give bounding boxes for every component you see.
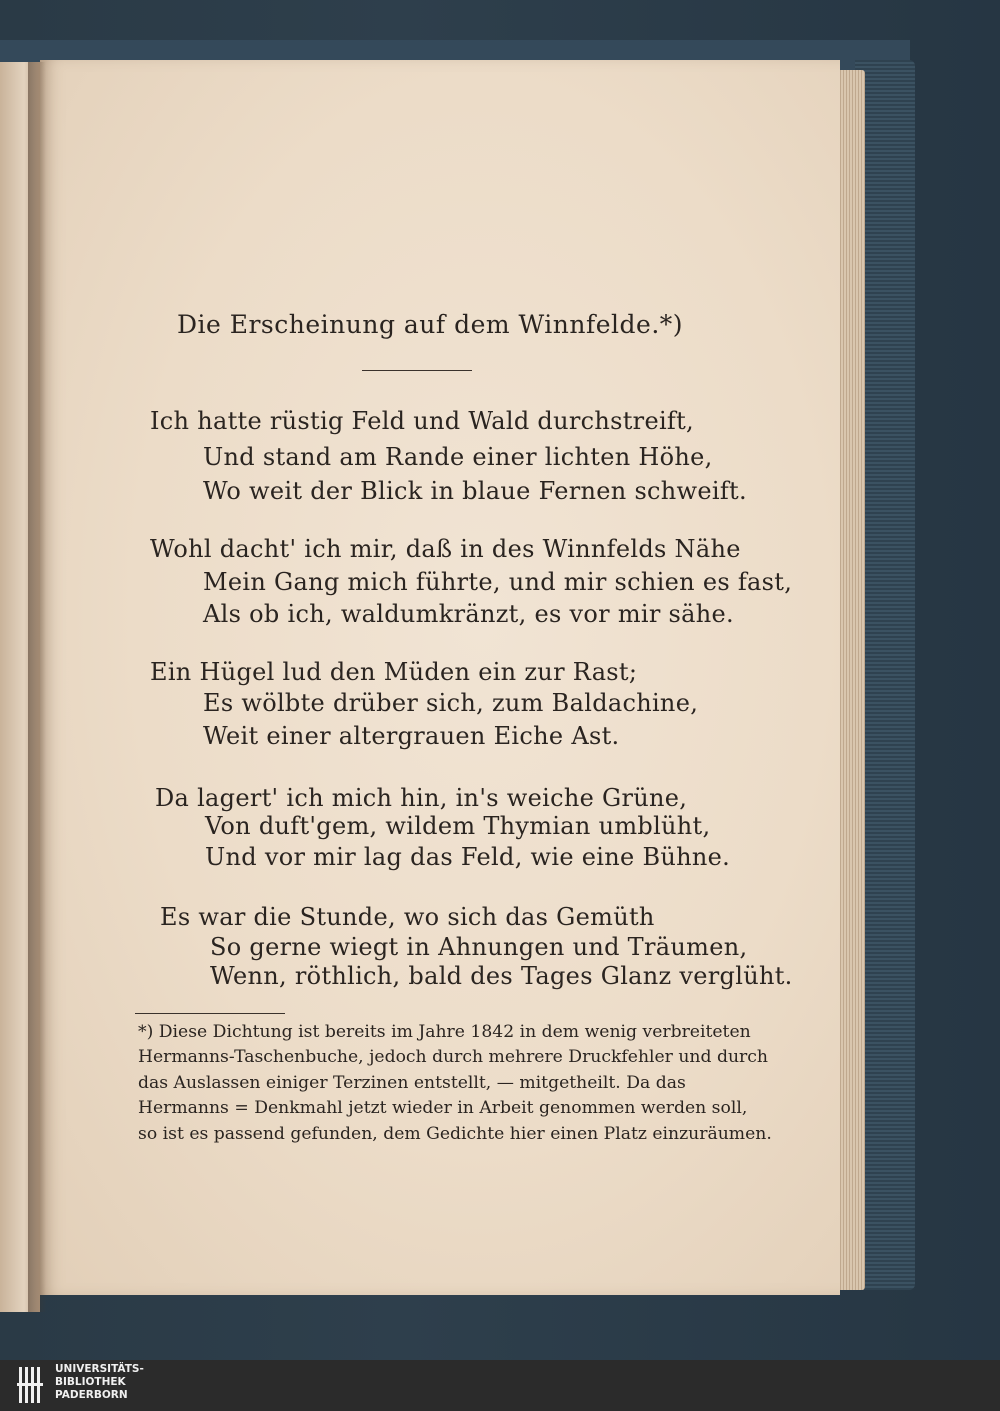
verse-line: Ein Hügel lud den Müden ein zur Rast; xyxy=(150,658,638,686)
footer-library-name xyxy=(55,1363,144,1402)
footnote-divider xyxy=(135,1013,285,1014)
footnote-line: Hermanns-Taschenbuche, jedoch durch mehrere Druckfehler und durch xyxy=(138,1047,768,1068)
footer-line: PADERBORN xyxy=(55,1389,128,1401)
verse-line: Wo weit der Blick in blaue Fernen schweift. xyxy=(203,477,747,505)
verse-line: Es wölbte drüber sich, zum Baldachine, xyxy=(203,689,699,717)
verse-line: Von duft'gem, wildem Thymian umblüht, xyxy=(205,812,711,840)
spine-shadow xyxy=(28,62,46,1312)
verse-line: Es war die Stunde, wo sich das Gemüth xyxy=(160,903,655,931)
verse-line: Da lagert' ich mich hin, in's weiche Grüne, xyxy=(155,784,688,812)
verse-line: Und stand am Rande einer lichten Höhe, xyxy=(203,443,713,471)
verse-line: So gerne wiegt in Ahnungen und Träumen, xyxy=(210,933,748,961)
footnote-line: Hermanns = Denkmahl jetzt wieder in Arbeit genommen werden soll, xyxy=(138,1098,748,1119)
verse-line: Wenn, röthlich, bald des Tages Glanz verglüht. xyxy=(210,962,793,990)
verse-line: Weit einer altergrauen Eiche Ast. xyxy=(203,722,620,750)
verse-line: Und vor mir lag das Feld, wie eine Bühne. xyxy=(205,843,731,871)
footer-line: BIBLIOTHEK xyxy=(55,1376,126,1388)
verse-line: Ich hatte rüstig Feld und Wald durchstreift, xyxy=(150,407,694,435)
title-divider xyxy=(362,370,472,371)
footnote-line: so ist es passend gefunden, dem Gedichte hier einen Platz einzuräumen. xyxy=(138,1123,772,1144)
verse-line: Als ob ich, waldumkränzt, es vor mir sähe. xyxy=(203,600,734,628)
footnote-line: *) Diese Dichtung ist bereits im Jahre 1842 in dem wenig verbreiteten xyxy=(138,1022,751,1042)
poem-title: Die Erscheinung auf dem Winnfelde.*) xyxy=(176,310,684,339)
footnote xyxy=(138,1020,772,1147)
verse-line: Wohl dacht' ich mir, daß in des Winnfelds Nähe xyxy=(150,535,741,563)
footer-bar xyxy=(0,1360,1000,1411)
university-library-logo-icon xyxy=(17,1365,47,1405)
footer-line: UNIVERSITÄTS- xyxy=(55,1363,144,1375)
footnote-line: das Auslassen einiger Terzinen entstellt, — mitgetheilt. Da das xyxy=(138,1072,686,1093)
verse-line: Mein Gang mich führte, und mir schien es fast, xyxy=(203,568,793,596)
